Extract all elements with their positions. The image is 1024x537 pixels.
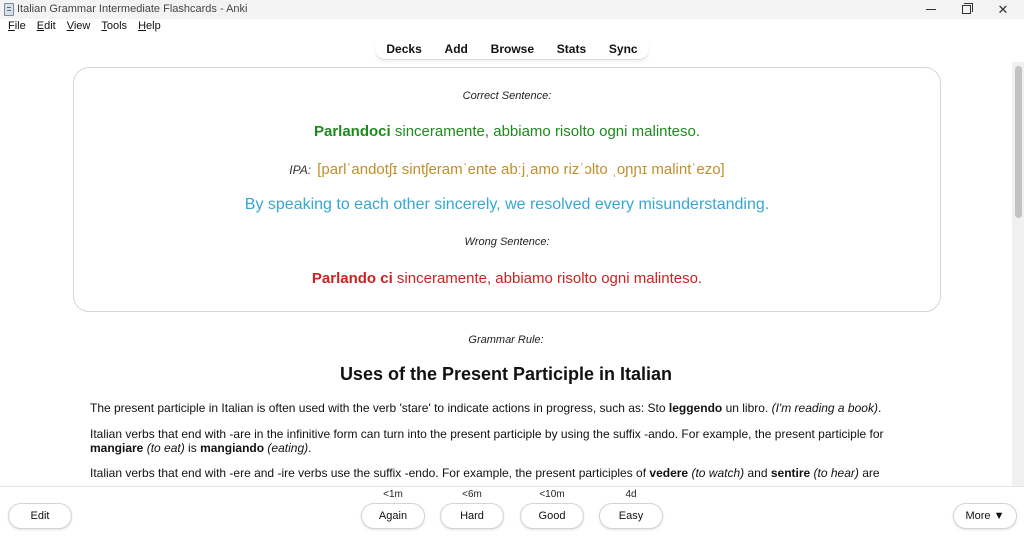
sync-button[interactable]: Sync (608, 41, 638, 56)
good-button[interactable]: Good (520, 503, 584, 529)
edit-button[interactable]: Edit (8, 503, 72, 529)
rule-paragraph (90, 466, 910, 480)
minimize-icon[interactable] (913, 0, 949, 19)
menu-tools[interactable]: Tools (101, 20, 128, 32)
vertical-scrollbar[interactable] (1012, 62, 1024, 486)
card-content (0, 62, 1012, 486)
stats-button[interactable]: Stats (556, 41, 587, 56)
main-toolbar (375, 38, 649, 60)
anki-app-icon (4, 3, 14, 16)
example-word: vedere (649, 466, 689, 480)
hard-interval: <6m (462, 489, 482, 500)
wrong-sentence-rest: sinceramente, abbiamo risolto ogni malinteso. (392, 270, 703, 287)
ipa-line (74, 161, 940, 178)
ipa-transcription: [parlˈandotʃɪ sintʃeramˈente abːjˌamo rizˈɔlto ˌoɲɲɪ malintˈezo] (317, 161, 725, 178)
wrong-sentence (74, 270, 940, 287)
scrollbar-thumb[interactable] (1015, 66, 1022, 218)
review-bottom-bar (0, 486, 1024, 537)
ipa-label: IPA: (289, 163, 312, 177)
example-word: leggendo (668, 401, 723, 415)
rule-paragraph (90, 401, 910, 415)
text: Italian verbs that end with -are in the infinitive form can turn into the present participle by using the suffix -ando. For example, the present participle for (90, 427, 884, 441)
example-translation: (eating) (267, 441, 309, 455)
text: . (877, 401, 882, 415)
easy-interval: 4d (625, 489, 637, 500)
example-word: sentire (770, 466, 811, 480)
hard-button[interactable]: Hard (440, 503, 504, 529)
easy-button[interactable]: Easy (599, 503, 663, 529)
more-button[interactable]: More ▼ (953, 503, 1017, 529)
text: The present participle in Italian is often used with the verb 'stare' to indicate actions in progress, such as: Sto (90, 401, 669, 415)
good-interval: <10m (539, 489, 565, 500)
example-word: mangiando (200, 441, 265, 455)
menu-view[interactable]: View (66, 20, 91, 32)
example-translation: (I'm reading a book) (771, 401, 878, 415)
example-word: mangiare (90, 441, 144, 455)
again-interval: <1m (383, 489, 403, 500)
wrong-sentence-key-word: Parlando ci (311, 270, 393, 287)
sentence-card (73, 67, 941, 312)
wrong-sentence-label: Wrong Sentence: (464, 236, 550, 248)
menu-bar (0, 19, 1024, 35)
decks-button[interactable]: Decks (386, 41, 422, 56)
correct-sentence-rest: sinceramente, abbiamo risolto ogni malinteso. (390, 123, 701, 140)
text: . (308, 441, 312, 455)
text: and (744, 466, 771, 480)
browse-button[interactable]: Browse (490, 41, 535, 56)
correct-sentence (74, 123, 940, 140)
correct-sentence-label: Correct Sentence: (462, 90, 552, 102)
text: Italian verbs that end with -ere and -ire verbs use the suffix -endo. For example, the present participles of (90, 466, 650, 480)
maximize-icon[interactable] (948, 0, 984, 19)
window-title: Italian Grammar Intermediate Flashcards - Anki (17, 3, 248, 15)
correct-sentence-key-word: Parlandoci (313, 123, 391, 140)
example-translation: (to watch) (691, 466, 745, 480)
text: are (858, 466, 880, 480)
menu-edit[interactable]: Edit (36, 20, 56, 32)
text: is (184, 441, 201, 455)
menu-file[interactable]: File (8, 20, 26, 32)
grammar-rule-label: Grammar Rule: (468, 334, 544, 346)
example-translation: (to hear) (813, 466, 859, 480)
menu-help[interactable]: Help (138, 20, 161, 32)
english-translation: By speaking to each other sincerely, we resolved every misunderstanding. (244, 196, 770, 213)
again-button[interactable]: Again (361, 503, 425, 529)
title-bar (0, 0, 1024, 19)
example-translation: (to eat) (146, 441, 185, 455)
add-button[interactable]: Add (444, 41, 468, 56)
close-icon[interactable]: ✕ (997, 1, 1009, 17)
text: un libro. (722, 401, 772, 415)
rule-paragraph (90, 427, 910, 455)
grammar-rule-title: Uses of the Present Participle in Italian (339, 364, 673, 384)
